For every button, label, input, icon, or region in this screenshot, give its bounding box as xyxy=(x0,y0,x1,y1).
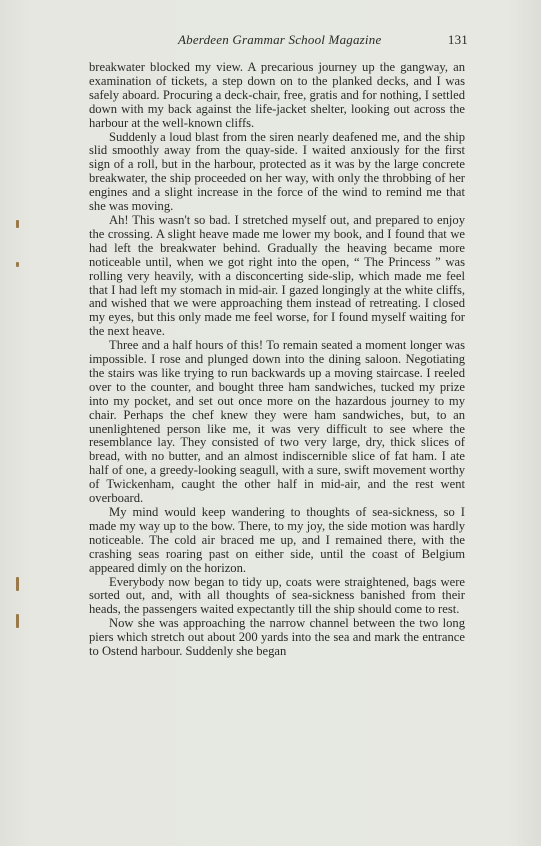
paragraph: Everybody now began to tidy up, coats were straightened, bags were sorted out, and, with all thoughts of sea-sickness banished from their heads, the passengers waited expectantly till the ship should come to rest. xyxy=(89,574,465,617)
page-number: 131 xyxy=(447,32,468,47)
margin-mark xyxy=(16,220,19,228)
paragraph: Now she was approaching the narrow channel between the two long piers which stretch out about 200 yards into the sea and mark the entrance to Ostend harbour. Suddenly she began xyxy=(89,616,465,659)
margin-mark xyxy=(16,262,19,267)
margin-mark xyxy=(16,577,19,591)
margin-mark xyxy=(16,614,19,628)
paragraph: Suddenly a loud blast from the siren nearly deafened me, and the ship slid smoothly away from the quay-side. I waited anxiously for the first sign of a roll, but in the harbour, protected as it was by the large concrete breakwater, the ship proceeded on her way, with only the throbbing of her engines and a slight increase in the force of the wind to remind me that she was moving. xyxy=(89,129,465,214)
paragraph: Three and a half hours of this! To remain seated a moment longer was impossible. I rose and plunged down into the dining saloon. Negotiating the stairs was like trying to run backwards up a moving staircase. I reeled over to the counter, and bought three ham sandwiches, tucked my prize into my pocket, and set out once more on the hazardous journey to my chair. Perhaps the chef knew they were ham sandwiches, but, to an unenlightened person like me, it was very difficult to see where the resemblance lay. They consisted of two very large, dry, thick slices of bread, with no butter, and an almost indiscernible slice of fat ham. I ate half of one, a greedy-looking seagull, with a sure, swift movement worthy of Twickenham, caught the other half in mid-air, and the rest went overboard. xyxy=(89,338,465,506)
body-text xyxy=(89,61,465,659)
paragraph: My mind would keep wandering to thoughts of sea-sickness, so I made my way up to the bow. There, to my joy, the side motion was hardly noticeable. The cold air braced me up, and I remained there, with the crashing seas roaring past on either side, until the coast of Belgium appeared dimly on the horizon. xyxy=(89,505,465,575)
magazine-title: Aberdeen Grammar School Magazine xyxy=(178,32,382,47)
paragraph: Ah! This wasn't so bad. I stretched myself out, and prepared to enjoy the crossing. A slight heave made me lower my book, and I found that we had left the breakwater behind. Gradually the heaving became more noticeable until, when we got right into the open, “ The Princess ” was rolling very heavily, with a disconcerting side-slip, which made me feel that I had left my stomach in mid-air. I gazed longingly at the white cliffs, and wished that we were approaching them instead of retreating. I closed my eyes, but this only made me feel worse, for I found myself waiting for the next heave. xyxy=(89,212,465,339)
paragraph: breakwater blocked my view. A precarious journey up the gangway, an examination of tickets, a step down on to the planked decks, and I was safely aboard. Procuring a deck-chair, free, gratis and for nothing, I settled down with my back against the life-jacket shelter, looking out across the harbour at the well-known cliffs. xyxy=(89,60,465,130)
running-head xyxy=(178,32,468,50)
